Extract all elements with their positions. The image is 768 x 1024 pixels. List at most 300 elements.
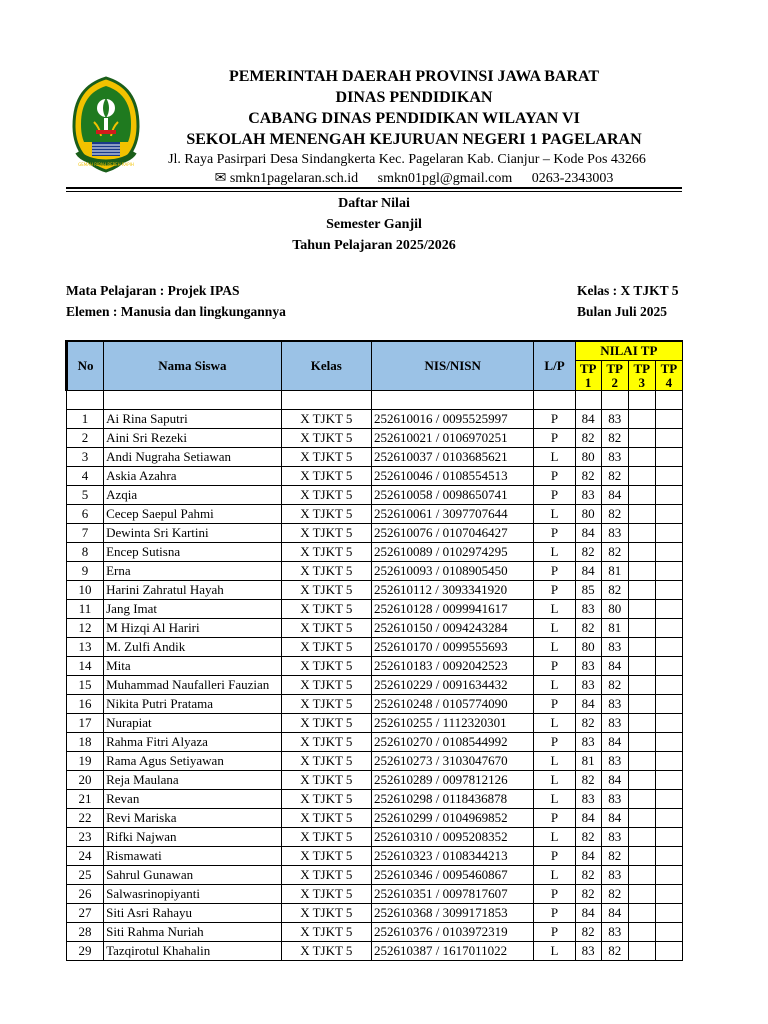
cell-tp2: 82: [601, 467, 628, 486]
cell-lp: L: [534, 505, 575, 524]
cell-tp1: 83: [575, 657, 601, 676]
cell-lp: P: [534, 410, 575, 429]
cell-lp: P: [534, 923, 575, 942]
table-row: [67, 885, 683, 904]
cell-tp3: [628, 486, 655, 505]
cell-nis: 252610112 / 3093341920: [371, 581, 534, 600]
cell-tp1: 82: [575, 714, 601, 733]
cell-tp4: [655, 467, 682, 486]
cell-kelas: X TJKT 5: [281, 562, 371, 581]
cell-name: Andi Nugraha Setiawan: [104, 448, 282, 467]
cell-tp1: 83: [575, 486, 601, 505]
cell-tp1: 84: [575, 847, 601, 866]
cell-no: 7: [67, 524, 104, 543]
cell-tp4: [655, 448, 682, 467]
cell-lp: P: [534, 429, 575, 448]
cell-nis: 252610310 / 0095208352: [371, 828, 534, 847]
cell-tp2: 82: [601, 429, 628, 448]
cell-nis: 252610289 / 0097812126: [371, 771, 534, 790]
cell-tp4: [655, 657, 682, 676]
cell-tp4: [655, 733, 682, 752]
cell-name: Mita: [104, 657, 282, 676]
month-label: Bulan Juli 2025: [577, 304, 668, 319]
cell-tp3: [628, 600, 655, 619]
cell-name: Cecep Saepul Pahmi: [104, 505, 282, 524]
letterhead-rule-thin: [66, 191, 682, 192]
cell-tp3: [628, 752, 655, 771]
cell-no: 16: [67, 695, 104, 714]
svg-text:GEMAH RIPAH REPEH RAPIH: GEMAH RIPAH REPEH RAPIH: [78, 162, 134, 167]
cell-tp3: [628, 866, 655, 885]
cell-nis: 252610346 / 0095460867: [371, 866, 534, 885]
cell-name: Erna: [104, 562, 282, 581]
cell-tp1: 82: [575, 619, 601, 638]
cell-lp: P: [534, 733, 575, 752]
cell-name: Rismawati: [104, 847, 282, 866]
cell-tp3: [628, 695, 655, 714]
table-row: [67, 562, 683, 581]
header-name: Nama Siswa: [104, 341, 282, 391]
cell-lp: P: [534, 809, 575, 828]
cell-tp3: [628, 581, 655, 600]
cell-name: Encep Sutisna: [104, 543, 282, 562]
cell-kelas: X TJKT 5: [281, 771, 371, 790]
cell-tp2: 84: [601, 486, 628, 505]
cell-tp3: [628, 505, 655, 524]
agency-name: DINAS PENDIDIKAN: [335, 89, 493, 106]
cell-tp2: 83: [601, 410, 628, 429]
table-row: [67, 790, 683, 809]
cell-nis: 252610128 / 0099941617: [371, 600, 534, 619]
cell-lp: P: [534, 695, 575, 714]
cell-tp2: 81: [601, 562, 628, 581]
cell-tp3: [628, 638, 655, 657]
cell-lp: P: [534, 885, 575, 904]
cell-tp1: 83: [575, 733, 601, 752]
cell-lp: L: [534, 771, 575, 790]
cell-lp: L: [534, 790, 575, 809]
cell-tp3: [628, 524, 655, 543]
cell-nis: 252610376 / 0103972319: [371, 923, 534, 942]
cell-tp2: 82: [601, 676, 628, 695]
cell-name: Azqia: [104, 486, 282, 505]
cell-lp: P: [534, 467, 575, 486]
table-row: [67, 505, 683, 524]
cell-no: 12: [67, 619, 104, 638]
cell-tp2: 83: [601, 448, 628, 467]
cell-name: Siti Asri Rahayu: [104, 904, 282, 923]
subject-label: Mata Pelajaran : Projek IPAS: [66, 283, 240, 298]
cell-no: 20: [67, 771, 104, 790]
cell-tp4: [655, 866, 682, 885]
school-address: Jl. Raya Pasirpari Desa Sindangkerta Kec. Pagelaran Kab. Cianjur – Kode Pos 43266: [168, 152, 646, 167]
cell-lp: P: [534, 657, 575, 676]
cell-tp2: 84: [601, 771, 628, 790]
cell-nis: 252610016 / 0095525997: [371, 410, 534, 429]
cell-lp: P: [534, 524, 575, 543]
cell-kelas: X TJKT 5: [281, 847, 371, 866]
header-tp1: TP 1: [575, 361, 601, 391]
cell-tp2: 83: [601, 524, 628, 543]
cell-lp: P: [534, 847, 575, 866]
cell-kelas: X TJKT 5: [281, 543, 371, 562]
cell-no: 19: [67, 752, 104, 771]
cell-kelas: X TJKT 5: [281, 866, 371, 885]
cell-no: 23: [67, 828, 104, 847]
cell-tp2: 84: [601, 809, 628, 828]
header-nis: NIS/NISN: [371, 341, 534, 391]
cell-tp1: 82: [575, 429, 601, 448]
cell-name: Ai Rina Saputri: [104, 410, 282, 429]
header-tp3: TP 3: [628, 361, 655, 391]
cell-tp3: [628, 714, 655, 733]
cell-kelas: X TJKT 5: [281, 695, 371, 714]
cell-tp4: [655, 885, 682, 904]
cell-name: Reja Maulana: [104, 771, 282, 790]
cell-tp1: 82: [575, 866, 601, 885]
cell-no: 9: [67, 562, 104, 581]
cell-lp: L: [534, 866, 575, 885]
cell-tp2: 83: [601, 866, 628, 885]
cell-nis: 252610170 / 0099555693: [371, 638, 534, 657]
table-row: [67, 600, 683, 619]
cell-kelas: X TJKT 5: [281, 619, 371, 638]
cell-tp2: 83: [601, 695, 628, 714]
cell-name: M Hizqi Al Hariri: [104, 619, 282, 638]
cell-kelas: X TJKT 5: [281, 467, 371, 486]
cell-no: 8: [67, 543, 104, 562]
cell-no: 2: [67, 429, 104, 448]
cell-lp: L: [534, 638, 575, 657]
cell-name: Siti Rahma Nuriah: [104, 923, 282, 942]
cell-nis: 252610046 / 0108554513: [371, 467, 534, 486]
cell-no: 25: [67, 866, 104, 885]
cell-tp2: 83: [601, 714, 628, 733]
cell-tp4: [655, 543, 682, 562]
cell-tp4: [655, 923, 682, 942]
cell-tp2: 80: [601, 600, 628, 619]
letterhead: [66, 60, 686, 195]
cell-tp3: [628, 562, 655, 581]
cell-tp1: 84: [575, 562, 601, 581]
cell-name: Muhammad Naufalleri Fauzian: [104, 676, 282, 695]
cell-tp3: [628, 448, 655, 467]
class-label: Kelas : X TJKT 5: [577, 283, 679, 298]
table-row: [67, 809, 683, 828]
title-daftar-nilai: Daftar Nilai: [338, 196, 410, 211]
cell-nis: 252610387 / 1617011022: [371, 942, 534, 961]
cell-nis: 252610323 / 0108344213: [371, 847, 534, 866]
header-no: No: [67, 341, 104, 391]
cell-tp3: [628, 790, 655, 809]
cell-tp2: 83: [601, 752, 628, 771]
cell-tp3: [628, 619, 655, 638]
table-row: [67, 828, 683, 847]
email-text: smkn01pgl@gmail.com: [377, 171, 513, 186]
cell-tp2: 83: [601, 828, 628, 847]
cell-nis: 252610368 / 3099171853: [371, 904, 534, 923]
cell-no: 13: [67, 638, 104, 657]
cell-name: Revan: [104, 790, 282, 809]
cell-tp4: [655, 524, 682, 543]
cell-tp4: [655, 638, 682, 657]
cell-lp: P: [534, 581, 575, 600]
phone-text: 0263-2343003: [531, 171, 614, 186]
cell-no: 29: [67, 942, 104, 961]
table-row: [67, 410, 683, 429]
cell-tp1: 82: [575, 828, 601, 847]
table-row: [67, 467, 683, 486]
cell-nis: 252610093 / 0108905450: [371, 562, 534, 581]
cell-no: 17: [67, 714, 104, 733]
cell-kelas: X TJKT 5: [281, 942, 371, 961]
cell-name: Jang Imat: [104, 600, 282, 619]
cell-lp: L: [534, 714, 575, 733]
cell-tp1: 81: [575, 752, 601, 771]
table-row: [67, 619, 683, 638]
cell-tp4: [655, 505, 682, 524]
table-row: [67, 448, 683, 467]
cell-kelas: X TJKT 5: [281, 486, 371, 505]
header-gap-row: [67, 391, 683, 410]
cell-nis: 252610248 / 0105774090: [371, 695, 534, 714]
cell-kelas: X TJKT 5: [281, 885, 371, 904]
cell-tp4: [655, 695, 682, 714]
cell-nis: 252610061 / 3097707644: [371, 505, 534, 524]
cell-tp3: [628, 885, 655, 904]
cell-no: 22: [67, 809, 104, 828]
table-row: [67, 771, 683, 790]
cell-lp: L: [534, 619, 575, 638]
header-tp2: TP 2: [601, 361, 628, 391]
table-row: [67, 486, 683, 505]
cell-kelas: X TJKT 5: [281, 923, 371, 942]
cell-name: Aini Sri Rezeki: [104, 429, 282, 448]
cell-tp1: 84: [575, 410, 601, 429]
cell-no: 5: [67, 486, 104, 505]
cell-no: 24: [67, 847, 104, 866]
letterhead-rule-thick: [66, 187, 682, 189]
cell-nis: 252610089 / 0102974295: [371, 543, 534, 562]
cell-name: Nikita Putri Pratama: [104, 695, 282, 714]
cell-kelas: X TJKT 5: [281, 657, 371, 676]
cell-lp: P: [534, 486, 575, 505]
cell-name: Nurapiat: [104, 714, 282, 733]
cell-kelas: X TJKT 5: [281, 429, 371, 448]
cell-tp3: [628, 657, 655, 676]
cell-tp3: [628, 543, 655, 562]
cell-tp1: 80: [575, 638, 601, 657]
cell-tp1: 84: [575, 524, 601, 543]
cell-tp4: [655, 714, 682, 733]
cell-tp4: [655, 847, 682, 866]
cell-name: Rama Agus Setiyawan: [104, 752, 282, 771]
cell-kelas: X TJKT 5: [281, 809, 371, 828]
cell-kelas: X TJKT 5: [281, 790, 371, 809]
cell-tp1: 82: [575, 885, 601, 904]
cell-nis: 252610270 / 0108544992: [371, 733, 534, 752]
cell-nis: 252610273 / 3103047670: [371, 752, 534, 771]
cell-nis: 252610255 / 1112320301: [371, 714, 534, 733]
cell-tp2: 84: [601, 733, 628, 752]
cell-nis: 252610037 / 0103685621: [371, 448, 534, 467]
cell-name: Salwasrinopiyanti: [104, 885, 282, 904]
table-row: [67, 581, 683, 600]
grades-table: [65, 340, 683, 961]
document-titles: [66, 193, 682, 256]
cell-tp2: 82: [601, 847, 628, 866]
cell-tp2: 82: [601, 885, 628, 904]
cell-tp1: 82: [575, 467, 601, 486]
cell-name: Harini Zahratul Hayah: [104, 581, 282, 600]
cell-tp1: 84: [575, 904, 601, 923]
cell-tp4: [655, 486, 682, 505]
table-row: [67, 733, 683, 752]
cell-tp3: [628, 847, 655, 866]
cell-tp4: [655, 771, 682, 790]
cell-no: 10: [67, 581, 104, 600]
title-semester: Semester Ganjil: [326, 217, 422, 232]
table-row: [67, 847, 683, 866]
cell-lp: L: [534, 752, 575, 771]
cell-nis: 252610150 / 0094243284: [371, 619, 534, 638]
cell-kelas: X TJKT 5: [281, 410, 371, 429]
element-label: Elemen : Manusia dan lingkungannya: [66, 304, 286, 319]
cell-lp: L: [534, 828, 575, 847]
cell-name: Rifki Najwan: [104, 828, 282, 847]
cell-tp2: 84: [601, 904, 628, 923]
cell-tp2: 82: [601, 581, 628, 600]
cell-tp1: 83: [575, 790, 601, 809]
cell-no: 18: [67, 733, 104, 752]
cell-no: 6: [67, 505, 104, 524]
cell-lp: L: [534, 942, 575, 961]
cell-no: 26: [67, 885, 104, 904]
cell-kelas: X TJKT 5: [281, 448, 371, 467]
cell-kelas: X TJKT 5: [281, 733, 371, 752]
cell-tp3: [628, 467, 655, 486]
cell-kelas: X TJKT 5: [281, 581, 371, 600]
cell-tp2: 82: [601, 942, 628, 961]
cell-kelas: X TJKT 5: [281, 904, 371, 923]
cell-tp2: 82: [601, 543, 628, 562]
cell-tp1: 82: [575, 923, 601, 942]
cell-nis: 252610351 / 0097817607: [371, 885, 534, 904]
cell-tp3: [628, 904, 655, 923]
cell-name: Sahrul Gunawan: [104, 866, 282, 885]
cell-no: 27: [67, 904, 104, 923]
table-row: [67, 714, 683, 733]
cell-tp4: [655, 676, 682, 695]
cell-tp2: 83: [601, 790, 628, 809]
cell-tp2: 83: [601, 923, 628, 942]
cell-kelas: X TJKT 5: [281, 828, 371, 847]
cell-tp3: [628, 429, 655, 448]
cell-tp4: [655, 904, 682, 923]
cell-tp4: [655, 828, 682, 847]
cell-lp: L: [534, 600, 575, 619]
cell-name: Tazqirotul Khahalin: [104, 942, 282, 961]
table-row: [67, 752, 683, 771]
cell-tp1: 85: [575, 581, 601, 600]
cell-tp1: 82: [575, 543, 601, 562]
cell-lp: L: [534, 676, 575, 695]
cell-tp4: [655, 809, 682, 828]
cell-name: Revi Mariska: [104, 809, 282, 828]
table-row: [67, 638, 683, 657]
government-name: PEMERINTAH DAERAH PROVINSI JAWA BARAT: [228, 68, 600, 85]
cell-kelas: X TJKT 5: [281, 714, 371, 733]
cell-tp3: [628, 923, 655, 942]
cell-name: Rahma Fitri Alyaza: [104, 733, 282, 752]
cell-tp3: [628, 942, 655, 961]
cell-nis: 252610021 / 0106970251: [371, 429, 534, 448]
cell-tp3: [628, 733, 655, 752]
header-nilai-tp: NILAI TP: [575, 341, 682, 361]
cell-no: 15: [67, 676, 104, 695]
cell-tp3: [628, 676, 655, 695]
cell-kelas: X TJKT 5: [281, 600, 371, 619]
grade-rows: [67, 410, 683, 961]
cell-tp3: [628, 771, 655, 790]
table-row: [67, 695, 683, 714]
cell-nis: 252610298 / 0118436878: [371, 790, 534, 809]
cell-tp1: 83: [575, 676, 601, 695]
branch-name: CABANG DINAS PENDIDIKAN WILAYAN VI: [248, 110, 580, 127]
cell-nis: 252610058 / 0098650741: [371, 486, 534, 505]
school-contact: [144, 169, 684, 188]
cell-no: 14: [67, 657, 104, 676]
table-row: [67, 657, 683, 676]
table-row: [67, 543, 683, 562]
cell-tp4: [655, 429, 682, 448]
table-row: [67, 942, 683, 961]
school-name: SEKOLAH MENENGAH KEJURUAN NEGERI 1 PAGELARAN: [186, 131, 642, 148]
cell-nis: 252610076 / 0107046427: [371, 524, 534, 543]
cell-tp4: [655, 790, 682, 809]
cell-tp1: 82: [575, 771, 601, 790]
cell-tp3: [628, 410, 655, 429]
cell-no: 1: [67, 410, 104, 429]
cell-kelas: X TJKT 5: [281, 505, 371, 524]
cell-lp: P: [534, 562, 575, 581]
table-row: [67, 676, 683, 695]
cell-tp1: 83: [575, 600, 601, 619]
cell-name: M. Zulfi Andik: [104, 638, 282, 657]
table-row: [67, 866, 683, 885]
cell-tp1: 80: [575, 505, 601, 524]
cell-nis: 252610183 / 0092042523: [371, 657, 534, 676]
cell-tp2: 81: [601, 619, 628, 638]
table-row: [67, 524, 683, 543]
cell-tp1: 83: [575, 942, 601, 961]
header-kelas: Kelas: [281, 341, 371, 391]
cell-tp4: [655, 942, 682, 961]
cell-tp2: 82: [601, 505, 628, 524]
cell-kelas: X TJKT 5: [281, 752, 371, 771]
cell-tp4: [655, 562, 682, 581]
cell-tp4: [655, 410, 682, 429]
cell-lp: P: [534, 904, 575, 923]
table-row: [67, 904, 683, 923]
cell-tp1: 80: [575, 448, 601, 467]
cell-tp1: 84: [575, 809, 601, 828]
cell-tp3: [628, 828, 655, 847]
cell-nis: 252610299 / 0104969852: [371, 809, 534, 828]
title-academic-year: Tahun Pelajaran 2025/2026: [292, 238, 456, 253]
cell-tp2: 83: [601, 638, 628, 657]
cell-kelas: X TJKT 5: [281, 524, 371, 543]
